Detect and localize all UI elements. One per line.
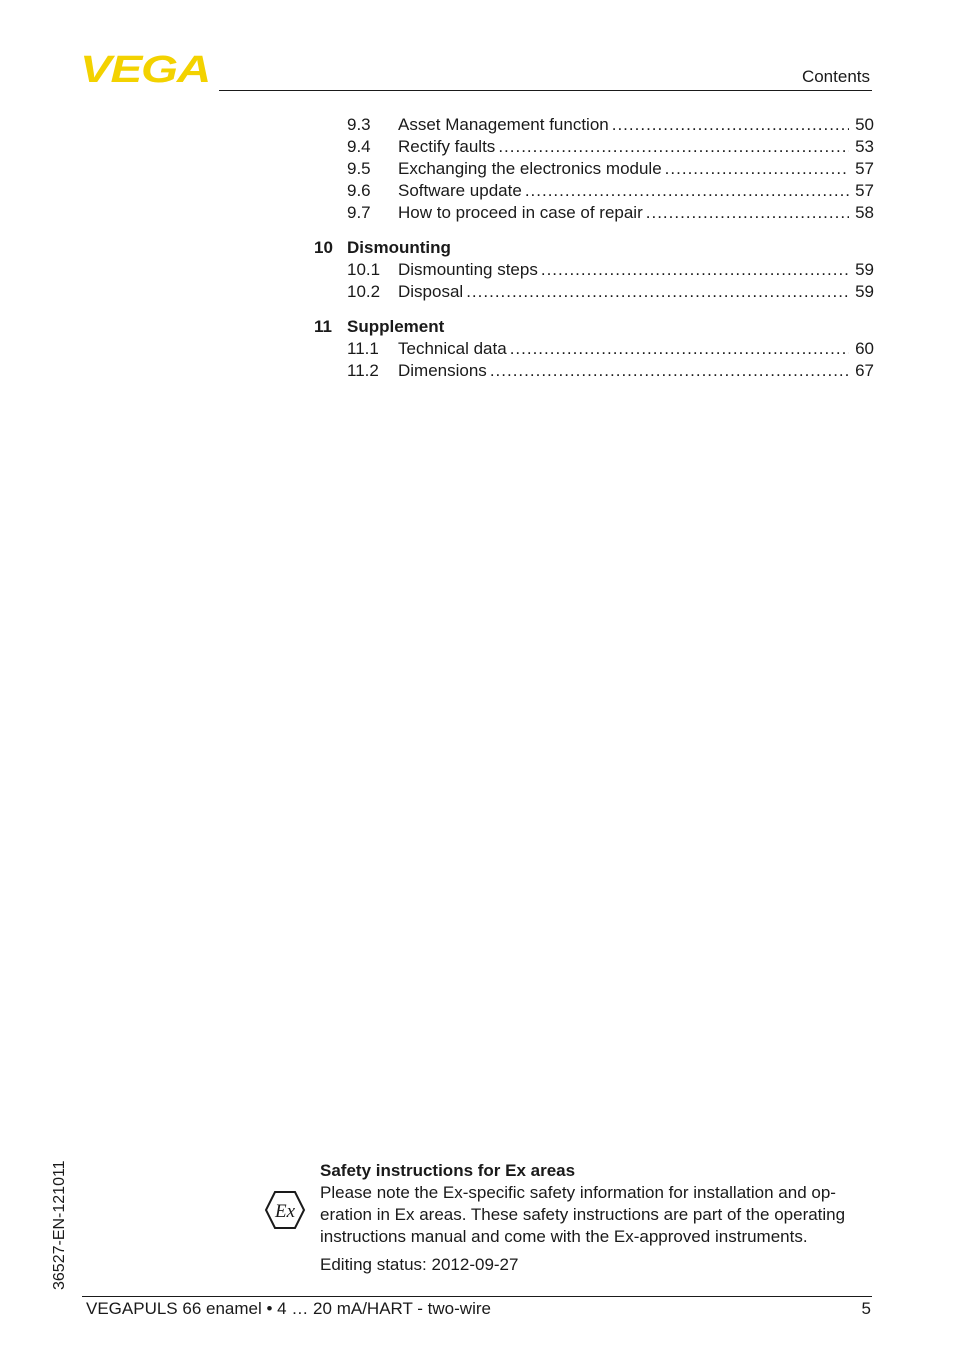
ex-hexagon-icon [264, 1190, 306, 1230]
toc-entry-title: Disposal [398, 282, 464, 301]
toc-entry-number: 9.7 [347, 203, 371, 222]
document-code: 36527-EN-121011 [51, 1160, 68, 1290]
toc-entry-page: 59 [855, 260, 874, 279]
toc-entry-title: Rectify faults [398, 137, 496, 156]
toc-entry-number: 10.2 [347, 282, 381, 301]
page-number: 5 [861, 1299, 871, 1318]
toc-entry-number: 11.2 [347, 361, 379, 380]
toc-entry[interactable] [314, 158, 874, 180]
toc-entry-number: 9.3 [347, 115, 371, 134]
chapter-number: 11 [314, 317, 332, 336]
safety-title: Safety instructions for Ex areas [320, 1161, 576, 1180]
toc-entry[interactable] [314, 114, 874, 136]
footer-divider [82, 1296, 872, 1297]
toc-entry-title: Exchanging the electronics module [398, 159, 662, 178]
toc-entry[interactable] [314, 202, 874, 224]
table-of-contents [314, 114, 874, 382]
toc-entry-page: 60 [855, 339, 874, 358]
leader-dots [510, 338, 849, 360]
chapter-title: Dismounting [347, 238, 451, 257]
toc-entry-title: Technical data [398, 339, 507, 358]
safety-note [320, 1160, 876, 1276]
toc-group-9 [314, 114, 874, 224]
toc-entry-number: 10.1 [347, 260, 381, 279]
vega-logo [80, 52, 212, 84]
svg-text:Ex: Ex [274, 1201, 296, 1222]
toc-chapter-heading[interactable] [314, 316, 874, 338]
toc-entry[interactable] [314, 180, 874, 202]
header-title: Contents [801, 67, 870, 86]
leader-dots [490, 360, 849, 382]
toc-chapter-10 [314, 237, 874, 303]
toc-entry-page: 53 [855, 137, 874, 156]
footer-product-name: VEGAPULS 66 enamel • 4 … 20 mA/HART - two-wire [86, 1299, 491, 1318]
toc-entry-page: 58 [855, 203, 874, 222]
toc-entry-title: Asset Management function [398, 115, 609, 134]
toc-entry-number: 9.5 [347, 159, 371, 178]
editing-status: Editing status: 2012-09-27 [320, 1255, 519, 1274]
leader-dots [665, 158, 849, 180]
safety-text-line: eration in Ex areas. These safety instructions are part of the operating [320, 1205, 846, 1224]
leader-dots [612, 114, 849, 136]
toc-chapter-heading[interactable] [314, 237, 874, 259]
svg-text:VEGA: VEGA [80, 52, 210, 84]
toc-entry-page: 59 [855, 282, 874, 301]
leader-dots [646, 202, 849, 224]
header-divider [219, 90, 872, 91]
toc-entry-page: 50 [855, 115, 874, 134]
toc-entry-page: 57 [855, 159, 874, 178]
leader-dots [525, 180, 849, 202]
toc-entry-title: Software update [398, 181, 522, 200]
toc-entry-number: 9.6 [347, 181, 371, 200]
leader-dots [541, 259, 849, 281]
toc-chapter-11 [314, 316, 874, 382]
toc-entry-number: 9.4 [347, 137, 371, 156]
toc-entry[interactable] [314, 136, 874, 158]
toc-entry[interactable] [314, 259, 874, 281]
chapter-title: Supplement [347, 317, 445, 336]
toc-entry-number: 11.1 [347, 339, 379, 358]
toc-entry[interactable] [314, 338, 874, 360]
toc-entry-title: Dimensions [398, 361, 487, 380]
toc-entry[interactable] [314, 360, 874, 382]
leader-dots [498, 136, 849, 158]
safety-text-line: Please note the Ex-specific safety information for installation and op- [320, 1183, 836, 1202]
toc-entry-page: 67 [855, 361, 874, 380]
toc-entry-page: 57 [855, 181, 874, 200]
toc-entry-title: Dismounting steps [398, 260, 538, 279]
leader-dots [466, 281, 849, 303]
toc-entry-title: How to proceed in case of repair [398, 203, 643, 222]
safety-text-line: instructions manual and come with the Ex-approved instruments. [320, 1227, 808, 1246]
chapter-number: 10 [314, 238, 333, 257]
toc-entry[interactable] [314, 281, 874, 303]
